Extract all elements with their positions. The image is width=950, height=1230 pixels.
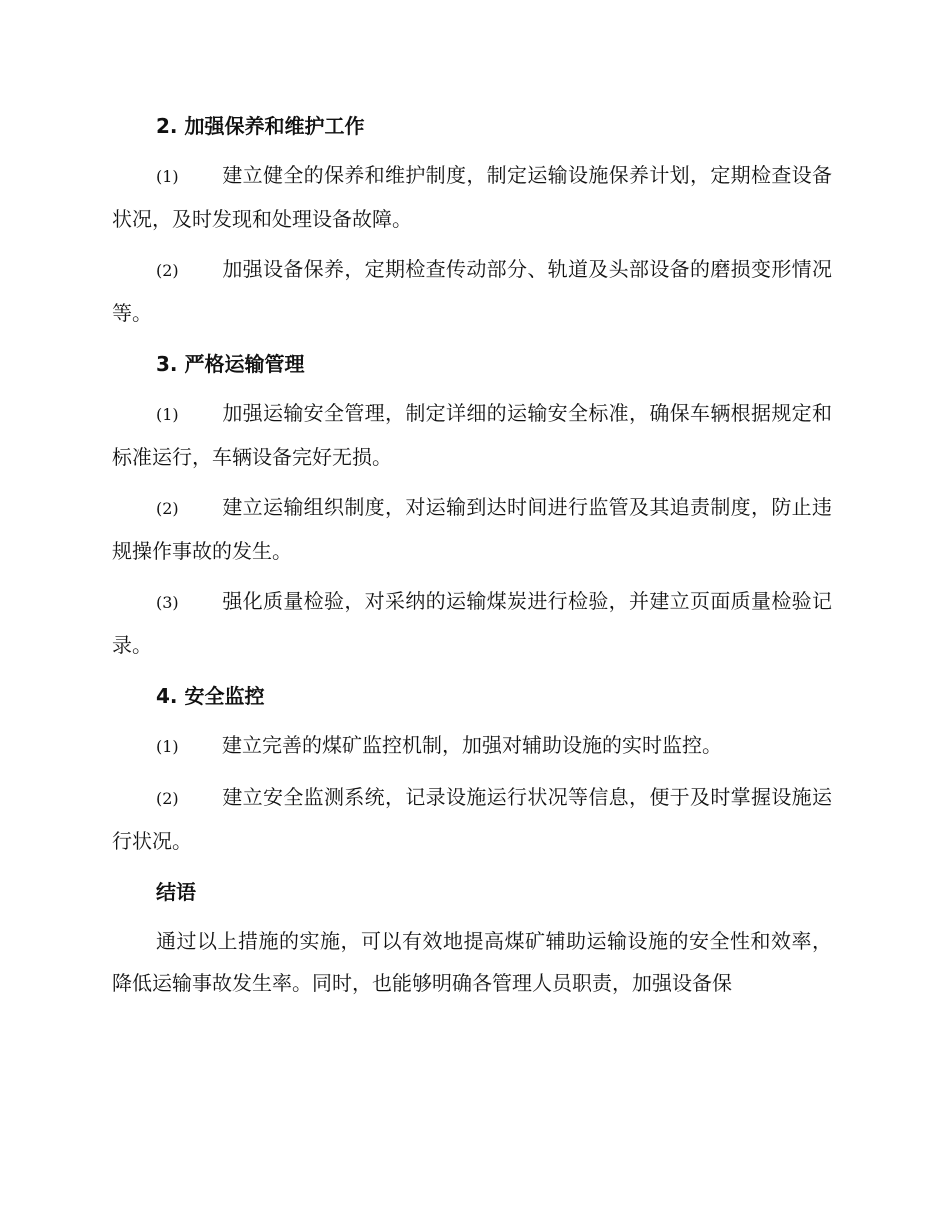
item-text: 建立健全的保养和维护制度，制定运输设施保养计划，定期检查设备状况，及时发现和处理设备故障。 — [112, 163, 832, 231]
conclusion-heading: 结语 — [156, 880, 196, 904]
list-item — [112, 486, 832, 572]
section-heading-safety-monitoring: 4. 安全监控 — [156, 684, 265, 708]
item-marker: (2) — [156, 499, 179, 518]
section-heading-transport-management: 3. 严格运输管理 — [156, 352, 305, 376]
conclusion-paragraph: 通过以上措施的实施，可以有效地提高煤矿辅助运输设施的安全性和效率，降低运输事故发生率。同时，也能够明确各管理人员职责，加强设备保 — [112, 929, 832, 995]
item-text: 加强设备保养，定期检查传动部分、轨道及头部设备的磨损变形情况等。 — [112, 257, 832, 325]
item-text: 建立完善的煤矿监控机制，加强对辅助设施的实时监控。 — [222, 733, 722, 757]
item-marker: (2) — [156, 261, 179, 280]
section-heading-maintenance: 2. 加强保养和维护工作 — [156, 114, 365, 138]
item-marker: (2) — [156, 789, 179, 808]
item-marker: (1) — [156, 405, 179, 424]
list-item — [112, 724, 832, 768]
list-item — [112, 776, 832, 862]
item-text: 建立安全监测系统，记录设施运行状况等信息，便于及时掌握设施运行状况。 — [112, 785, 832, 853]
list-item — [112, 580, 832, 666]
document-body — [112, 104, 832, 1004]
item-text: 建立运输组织制度，对运输到达时间进行监管及其追责制度，防止违规操作事故的发生。 — [112, 495, 832, 563]
list-item — [112, 248, 832, 334]
list-item — [112, 154, 832, 240]
item-text: 强化质量检验，对采纳的运输煤炭进行检验，并建立页面质量检验记录。 — [112, 589, 832, 657]
item-marker: (1) — [156, 167, 179, 186]
item-marker: (3) — [156, 593, 179, 612]
item-text: 加强运输安全管理，制定详细的运输安全标准，确保车辆根据规定和标准运行，车辆设备完好无损。 — [112, 401, 832, 469]
item-marker: (1) — [156, 737, 179, 756]
list-item — [112, 392, 832, 478]
